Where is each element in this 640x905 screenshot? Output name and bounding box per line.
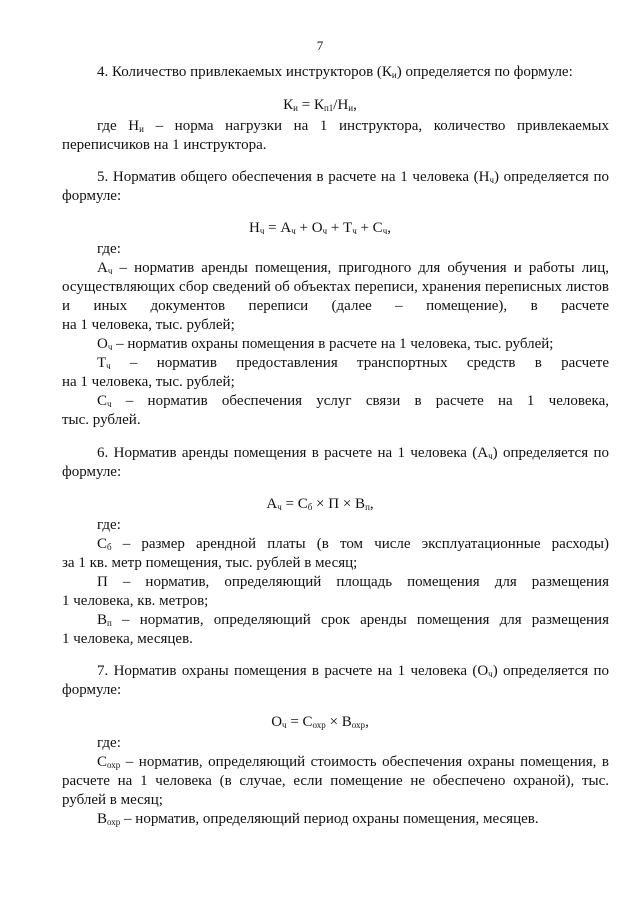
definition-line: 1 человека, кв. метров; <box>62 593 209 609</box>
definition-line: $С_б$ – размер арендной платы (в том числе эксплуатационные расходы) <box>97 536 609 552</box>
definition-line: П – норматив, определяющий площадь помещения для размещения <box>97 574 609 590</box>
definition-line: $Т_ч$ – норматив предоставления транспортных средств в расчете <box>97 355 609 371</box>
definition-line: 1 человека, месяцев. <box>62 631 193 647</box>
section-6-heading-line: 6. Норматив аренды помещения в расчете на 1 человека $(А_ч)$ определяется по <box>97 445 609 461</box>
section-4-where-line: где $Н_и$ – норма нагрузки на 1 инструктора, количество привлекаемых <box>97 118 609 134</box>
definition-line: осуществляющих сбор сведений об объектах переписи, хранения переписных листов <box>62 279 609 295</box>
section-7-heading-line: 7. Норматив охраны помещения в расчете на 1 человека $(О_ч)$ определяется по <box>97 663 609 679</box>
definition-line: на 1 человека, тыс. рублей; <box>62 374 235 390</box>
definition-line: за 1 кв. метр помещения, тыс. рублей в месяц; <box>62 555 358 571</box>
definition-line: $О_ч$ – норматив охраны помещения в расчете на 1 человека, тыс. рублей; <box>97 336 554 352</box>
definition-line: на 1 человека, тыс. рублей; <box>62 317 235 333</box>
formula-n-total: $Н_ч = А_ч + О_ч + Т_ч + С_ч$, <box>249 220 391 236</box>
formula-a-rent: $А_ч = С_б \times П \times В_п$, <box>266 496 374 512</box>
section-5-heading-line: формуле: <box>62 188 122 204</box>
definition-line: $В_{охр}$ – норматив, определяющий период охраны помещения, месяцев. <box>97 811 539 827</box>
definition-line: тыс. рублей. <box>62 412 141 428</box>
section-6-heading-line: формуле: <box>62 464 122 480</box>
definition-line: $А_ч$ – норматив аренды помещения, пригодного для обучения и работы лиц, <box>97 260 609 276</box>
definition-line: $С_{охр}$ – норматив, определяющий стоимость обеспечения охраны помещения, в <box>97 754 609 770</box>
definition-line: $В_п$ – норматив, определяющий срок аренды помещения для размещения <box>97 612 609 628</box>
formula-o-security: $О_ч = С_{охр} \times В_{охр}$, <box>271 714 369 730</box>
where-label: где: <box>97 735 121 751</box>
section-5-heading-line: 5. Норматив общего обеспечения в расчете на 1 человека $(Н_ч)$ определяется по <box>97 169 609 185</box>
section-4-heading: 4. Количество привлекаемых инструкторов $(К_и)$ определяется по формуле: <box>97 64 573 80</box>
definition-line: расчете на 1 человека (в случае, если помещение не обеспечено охраной), тыс. <box>62 773 609 789</box>
section-7-heading-line: формуле: <box>62 682 122 698</box>
page-number: 7 <box>316 38 324 53</box>
definition-line: и иных документов переписи (далее – помещение), в расчете <box>62 298 609 314</box>
definition-line: $С_ч$ – норматив обеспечения услуг связи в расчете на 1 человека, <box>97 393 609 409</box>
section-4-where-line: переписчиков на 1 инструктора. <box>62 137 267 153</box>
definition-line: рублей в месяц; <box>62 792 163 808</box>
where-label: где: <box>97 517 121 533</box>
formula-k-instructors: $К_и = К_{п1}/Н_и$, <box>283 97 357 113</box>
where-label: где: <box>97 241 121 257</box>
